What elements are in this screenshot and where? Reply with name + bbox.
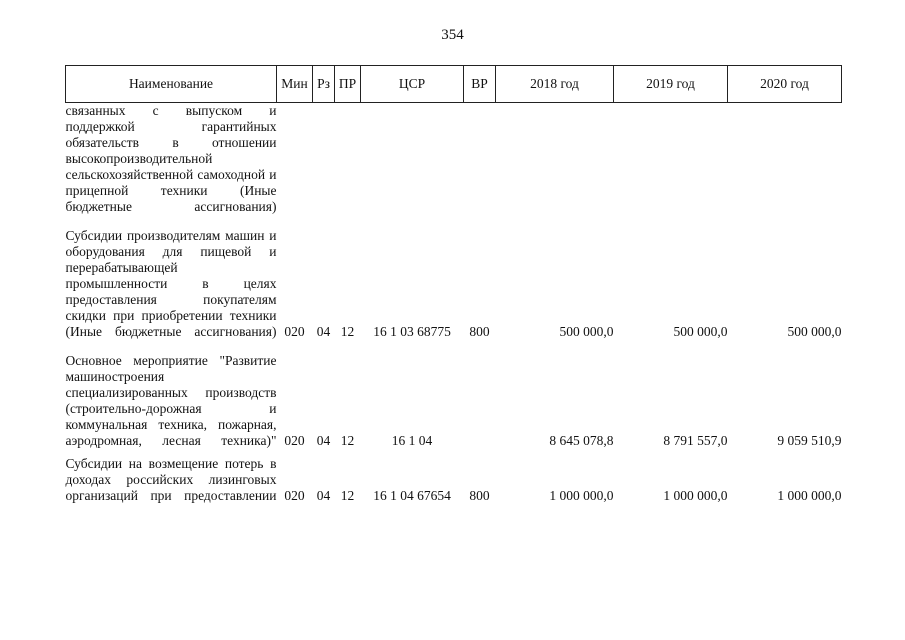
row-rz: 04 bbox=[316, 488, 331, 503]
header-rz: Рз bbox=[313, 66, 335, 103]
row-2018 bbox=[496, 103, 614, 216]
row-spacer bbox=[66, 215, 842, 228]
row-min: 020 bbox=[284, 433, 305, 448]
row-pr: 12 bbox=[340, 433, 355, 448]
row-csr bbox=[361, 103, 464, 216]
row-name: Субсидии производителям машин и оборудования для пищевой и перерабатывающей промышленности в целях предоставления покупателям скидки при приобретении техники (Иные бюджетные ассигнования) bbox=[65, 228, 277, 339]
row-spacer bbox=[66, 449, 842, 456]
table-row bbox=[66, 456, 842, 504]
row-rz bbox=[313, 103, 335, 216]
page-number: 354 bbox=[441, 27, 464, 43]
row-2019: 500 000,0 bbox=[673, 324, 728, 339]
row-min: 020 bbox=[284, 324, 305, 339]
row-csr: 16 1 04 67654 bbox=[373, 488, 451, 503]
header-vr: ВР bbox=[464, 66, 496, 103]
row-pr: 12 bbox=[340, 488, 355, 503]
table-row bbox=[66, 353, 842, 449]
row-min: 020 bbox=[284, 488, 305, 503]
row-vr: 800 bbox=[469, 324, 490, 339]
row-2018: 8 645 078,8 bbox=[549, 433, 614, 448]
header-min: Мин bbox=[277, 66, 313, 103]
row-2018: 1 000 000,0 bbox=[549, 488, 614, 503]
header-2020: 2020 год bbox=[728, 66, 842, 103]
row-2019: 1 000 000,0 bbox=[663, 488, 728, 503]
row-2020: 9 059 510,9 bbox=[777, 433, 842, 448]
table-row bbox=[66, 228, 842, 340]
row-2019: 8 791 557,0 bbox=[663, 433, 728, 448]
row-vr bbox=[464, 353, 496, 449]
row-2019 bbox=[614, 103, 728, 216]
row-2020 bbox=[728, 103, 842, 216]
row-csr: 16 1 04 bbox=[391, 433, 433, 448]
row-min bbox=[277, 103, 313, 216]
header-name: Наименование bbox=[66, 66, 277, 103]
row-pr bbox=[335, 103, 361, 216]
row-spacer bbox=[66, 340, 842, 353]
row-2020: 500 000,0 bbox=[787, 324, 842, 339]
row-rz: 04 bbox=[316, 433, 331, 448]
row-name: Субсидии на возмещение потерь в доходах российских лизинговых организаций при предоставлении bbox=[65, 456, 277, 503]
row-name: связанных с выпуском и поддержкой гарантийных обязательств в отношении высокопроизводительной сельскохозяйственной самоходной и прицепной техники (Иные бюджетные ассигнования) bbox=[65, 103, 277, 214]
row-2018: 500 000,0 bbox=[559, 324, 614, 339]
header-csr: ЦСР bbox=[361, 66, 464, 103]
header-2019: 2019 год bbox=[614, 66, 728, 103]
table-row bbox=[66, 103, 842, 216]
row-vr: 800 bbox=[469, 488, 490, 503]
row-2020: 1 000 000,0 bbox=[777, 488, 842, 503]
header-pr: ПР bbox=[335, 66, 361, 103]
row-pr: 12 bbox=[340, 324, 355, 339]
row-vr bbox=[464, 103, 496, 216]
header-2018: 2018 год bbox=[496, 66, 614, 103]
row-csr: 16 1 03 68775 bbox=[373, 324, 451, 339]
row-rz: 04 bbox=[316, 324, 331, 339]
row-name: Основное мероприятие "Развитие машиностроения специализированных производств (строительно-дорожная и коммунальная техника, пожарная, аэродромная, лесная техника)" bbox=[65, 353, 277, 448]
budget-table bbox=[65, 65, 842, 504]
header-row bbox=[66, 66, 842, 103]
